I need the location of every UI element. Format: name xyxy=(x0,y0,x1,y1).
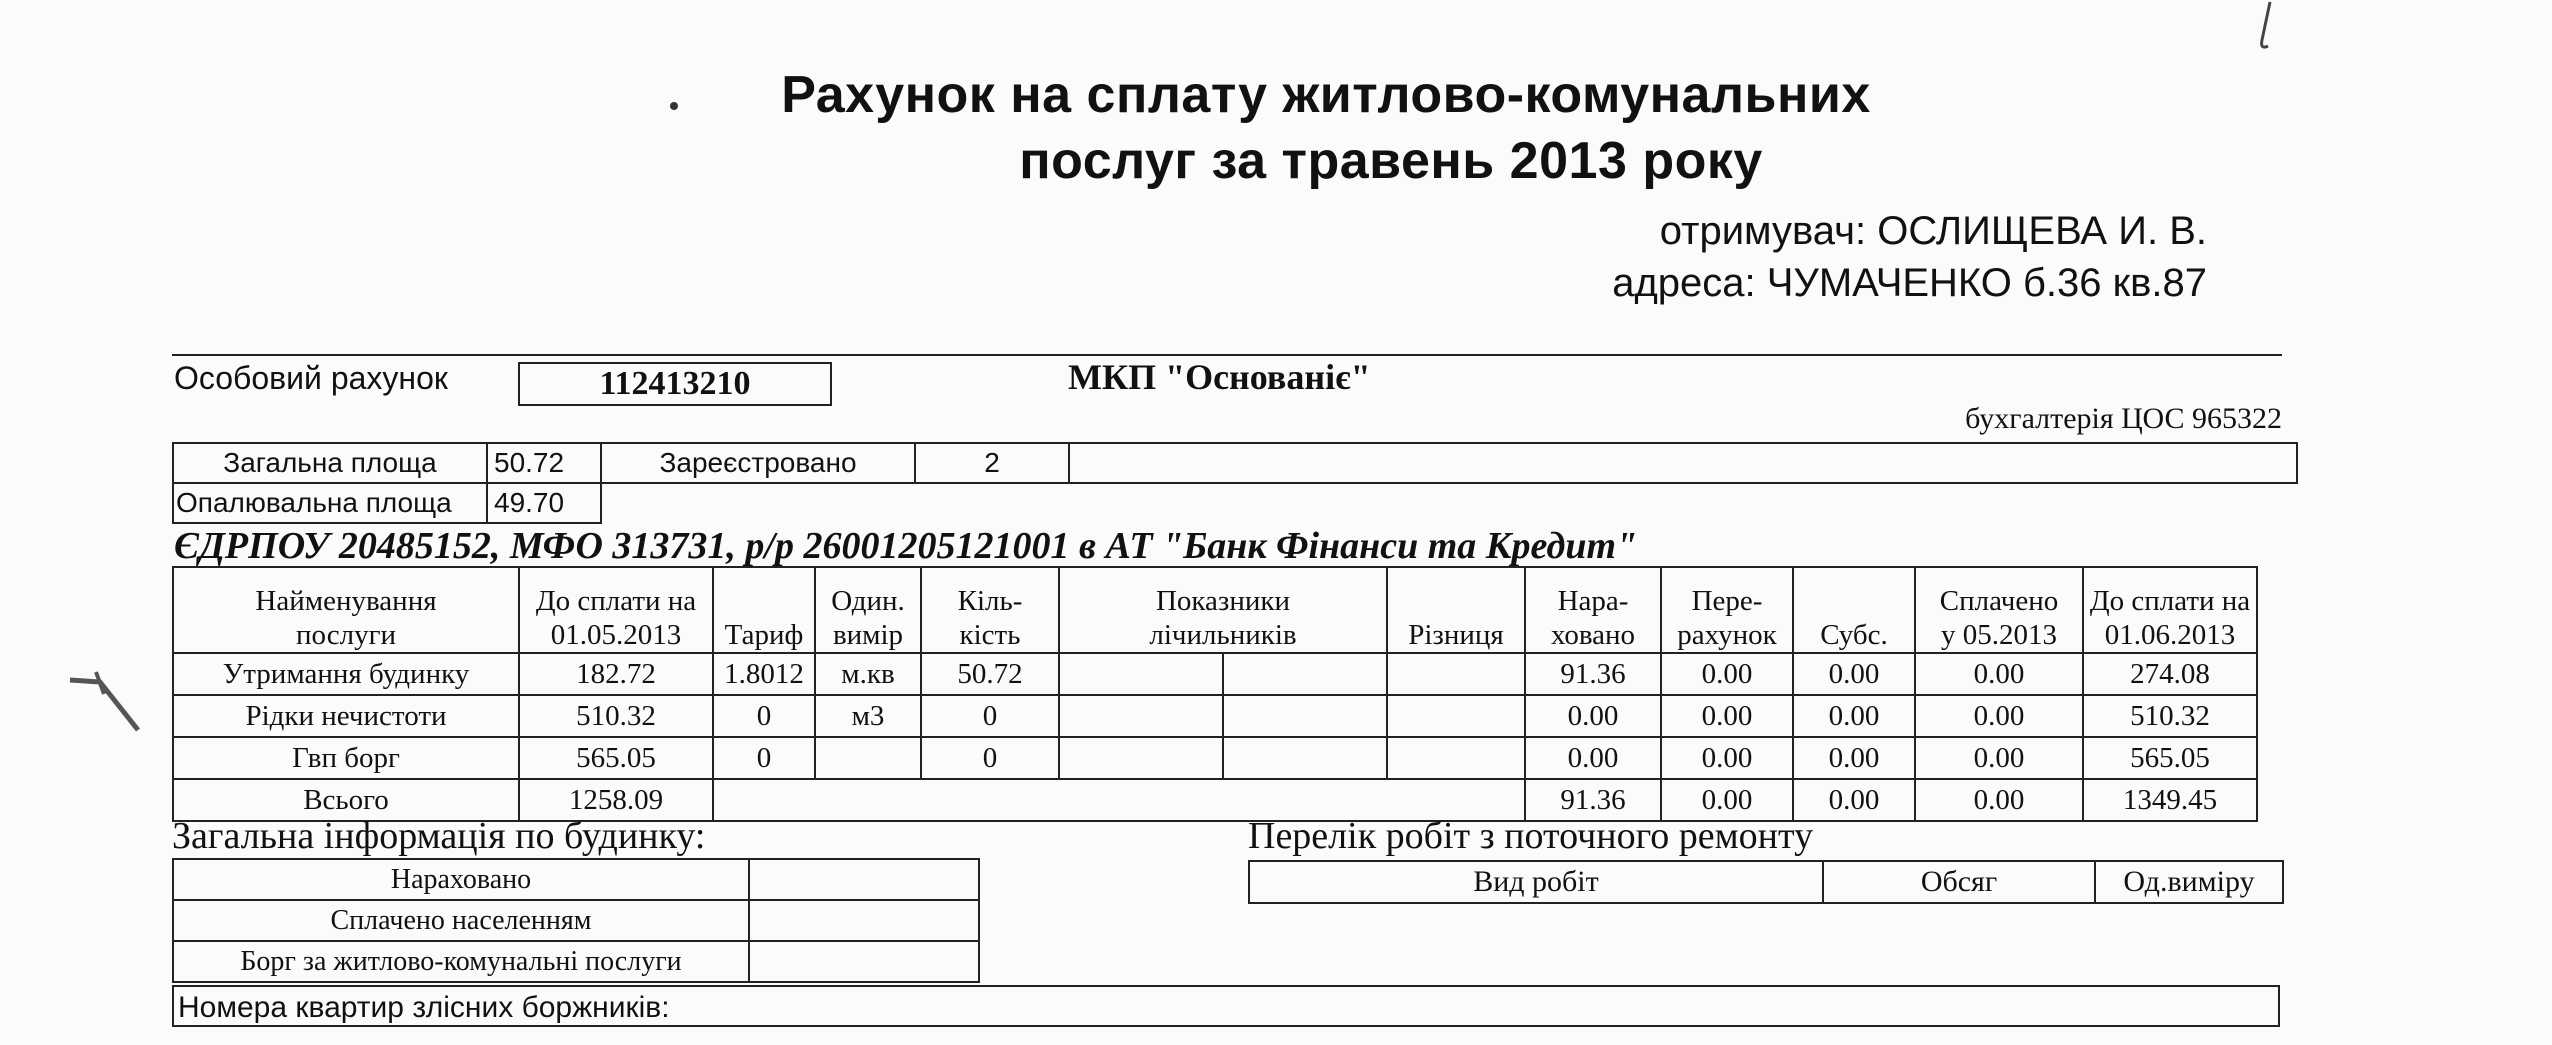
table-row xyxy=(173,695,2257,737)
col-difference: Різниця xyxy=(1387,567,1525,653)
recipient-address: адреса: ЧУМАЧЕНКО б.36 кв.87 xyxy=(1612,261,2207,305)
handwritten-mark-icon xyxy=(60,660,150,740)
subsidy: 0.00 xyxy=(1793,653,1915,695)
col-unit: Один. вимір xyxy=(815,567,921,653)
bank-details: ЄДРПОУ 20485152, МФО 313731, р/р 26001205121001 в АТ "Банк Фінанси та Кредит" xyxy=(174,525,1638,567)
pen-stroke-icon xyxy=(2240,0,2280,60)
tariff: 0 xyxy=(713,695,815,737)
accounting-dept: бухгалтерія ЦОС 965322 xyxy=(1965,402,2282,435)
difference xyxy=(1387,653,1525,695)
recipient-name: отримувач: ОСЛИЩЕВА И. В. xyxy=(1659,209,2207,253)
repairs-table xyxy=(1248,860,2284,904)
house-paid-value xyxy=(749,900,979,941)
registered-value: 2 xyxy=(915,443,1069,483)
service-name: Рідки нечистоти xyxy=(173,695,519,737)
table-row xyxy=(173,859,979,900)
meter-prev xyxy=(1059,653,1223,695)
total-due-start: 1258.09 xyxy=(519,779,713,821)
table-header-row xyxy=(173,567,2257,653)
heated-area-label: Опалювальна площа xyxy=(173,483,487,523)
total-area-value: 50.72 xyxy=(487,443,601,483)
charged: 0.00 xyxy=(1525,737,1661,779)
total-subsidy: 0.00 xyxy=(1793,779,1915,821)
due-end: 510.32 xyxy=(2083,695,2257,737)
col-tariff: Тариф xyxy=(713,567,815,653)
services-table xyxy=(172,566,2258,822)
charged: 0.00 xyxy=(1525,695,1661,737)
paid: 0.00 xyxy=(1915,695,2083,737)
area-empty-cell xyxy=(1069,443,2297,483)
house-info-table xyxy=(172,858,980,983)
paid: 0.00 xyxy=(1915,653,2083,695)
total-paid: 0.00 xyxy=(1915,779,2083,821)
area-table xyxy=(172,442,2298,524)
heated-area-value: 49.70 xyxy=(487,483,601,523)
service-name: Утримання будинку xyxy=(173,653,519,695)
due-start: 510.32 xyxy=(519,695,713,737)
table-header-row xyxy=(1249,861,2283,903)
quantity: 0 xyxy=(921,737,1059,779)
total-charged: 91.36 xyxy=(1525,779,1661,821)
debtors-row: Номера квартир злісних боржників: xyxy=(172,985,2280,1027)
ink-dot xyxy=(670,102,678,110)
col-subsidy: Субс. xyxy=(1793,567,1915,653)
recipient-block xyxy=(1612,205,2207,309)
meter-curr xyxy=(1223,737,1387,779)
col-meter-readings: Показники лічильників xyxy=(1059,567,1387,653)
recalculation: 0.00 xyxy=(1661,653,1793,695)
due-end: 565.05 xyxy=(2083,737,2257,779)
col-quantity: Кіль- кість xyxy=(921,567,1059,653)
house-paid-label: Сплачено населенням xyxy=(173,900,749,941)
unit: м.кв xyxy=(815,653,921,695)
total-area-label: Загальна площа xyxy=(173,443,487,483)
col-recalculation: Пере- рахунок xyxy=(1661,567,1793,653)
quantity: 50.72 xyxy=(921,653,1059,695)
table-row xyxy=(173,941,979,982)
unit xyxy=(815,737,921,779)
house-debt-value xyxy=(749,941,979,982)
tariff: 1.8012 xyxy=(713,653,815,695)
house-charged-label: Нараховано xyxy=(173,859,749,900)
house-info-title: Загальна інформація по будинку: xyxy=(172,815,706,857)
total-due-end: 1349.45 xyxy=(2083,779,2257,821)
document-title xyxy=(0,62,2552,194)
quantity: 0 xyxy=(921,695,1059,737)
difference xyxy=(1387,737,1525,779)
col-measure-unit: Од.виміру xyxy=(2095,861,2283,903)
title-line-2: послуг за травень 2013 року xyxy=(1019,132,1763,190)
table-row xyxy=(173,737,2257,779)
paid: 0.00 xyxy=(1915,737,2083,779)
col-charged: Нара- ховано xyxy=(1525,567,1661,653)
repairs-title: Перелік робіт з поточного ремонту xyxy=(1248,815,1814,857)
house-debt-label: Борг за житлово-комунальні послуги xyxy=(173,941,749,982)
due-start: 182.72 xyxy=(519,653,713,695)
meter-prev xyxy=(1059,737,1223,779)
due-start: 565.05 xyxy=(519,737,713,779)
account-number: 112413210 xyxy=(518,362,832,406)
house-charged-value xyxy=(749,859,979,900)
charged: 91.36 xyxy=(1525,653,1661,695)
subsidy: 0.00 xyxy=(1793,695,1915,737)
table-row xyxy=(173,653,2257,695)
tariff: 0 xyxy=(713,737,815,779)
subsidy: 0.00 xyxy=(1793,737,1915,779)
unit: м3 xyxy=(815,695,921,737)
recalculation: 0.00 xyxy=(1661,695,1793,737)
col-due-end: До сплати на 01.06.2013 xyxy=(2083,567,2257,653)
meter-curr xyxy=(1223,653,1387,695)
meter-prev xyxy=(1059,695,1223,737)
organization-name: МКП "Основаніє" xyxy=(1068,357,1371,397)
table-row xyxy=(173,900,979,941)
title-line-1: Рахунок на сплату житлово-комунальних xyxy=(781,66,1871,124)
col-volume: Обсяг xyxy=(1823,861,2095,903)
account-label: Особовий рахунок xyxy=(174,360,448,396)
recalculation: 0.00 xyxy=(1661,737,1793,779)
col-due-start: До сплати на 01.05.2013 xyxy=(519,567,713,653)
col-service-name: Найменування послуги xyxy=(173,567,519,653)
col-work-type: Вид робіт xyxy=(1249,861,1823,903)
total-label: Всього xyxy=(173,779,519,821)
registered-label: Зареєстровано xyxy=(601,443,915,483)
col-paid: Сплачено у 05.2013 xyxy=(1915,567,2083,653)
service-name: Гвп борг xyxy=(173,737,519,779)
meter-curr xyxy=(1223,695,1387,737)
due-end: 274.08 xyxy=(2083,653,2257,695)
total-recalculation: 0.00 xyxy=(1661,779,1793,821)
difference xyxy=(1387,695,1525,737)
